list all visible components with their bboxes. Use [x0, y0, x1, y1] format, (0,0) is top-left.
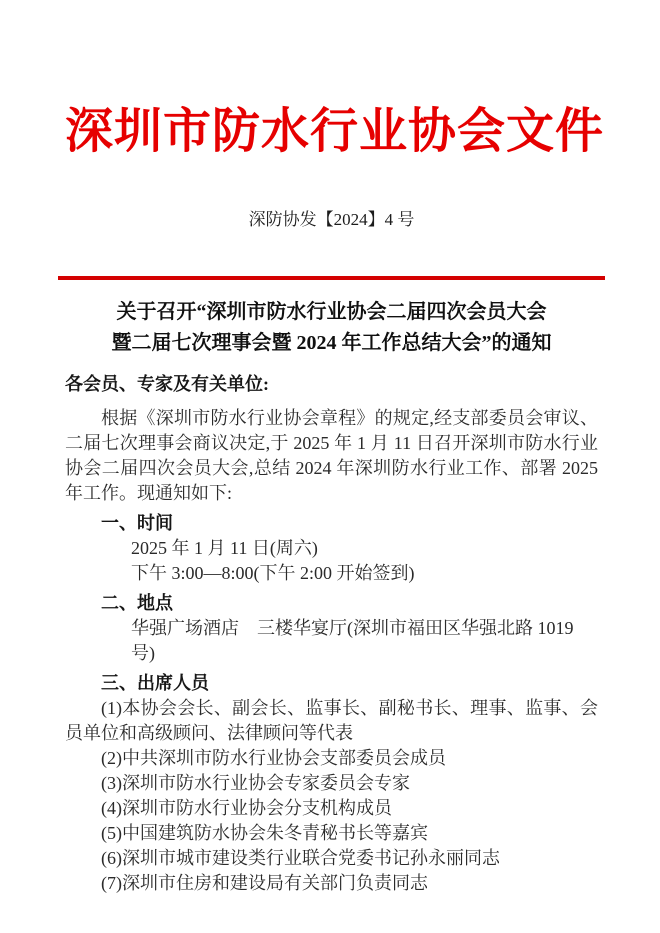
section-heading: 三、出席人员: [101, 673, 209, 693]
notice-title: [65, 297, 598, 359]
notice-title-line-1: 关于召开“深圳市防水行业协会二届四次会员大会: [116, 301, 547, 323]
section-detail-line: 2025 年 1 月 11 日(周六): [131, 538, 318, 558]
section-detail-line: 华强广场酒店 三楼华宴厅(深圳市福田区华强北路 1019 号): [131, 618, 574, 663]
attendee-item: (2)中共深圳市防水行业协会支部委员会成员: [101, 748, 446, 768]
attendee-item: (1)本协会会长、副会长、监事长、副秘书长、理事、监事、会员单位和高级顾问、法律顾问等代表: [65, 698, 598, 743]
section-heading: 一、时间: [101, 513, 173, 533]
attendee-item: (4)深圳市防水行业协会分支机构成员: [101, 798, 392, 818]
document-number: 深防协发【2024】4 号: [248, 210, 415, 229]
notice-title-line-2: 暨二届七次理事会暨 2024 年工作总结大会”的通知: [111, 332, 552, 354]
attendee-item: (7)深圳市住房和建设局有关部门负责同志: [101, 873, 428, 893]
agency-masthead-title: 深圳市防水行业协会文件: [65, 105, 605, 158]
attendee-item: (5)中国建筑防水协会朱冬青秘书长等嘉宾: [101, 823, 428, 843]
sections-container: [65, 511, 598, 896]
attendee-item: (3)深圳市防水行业协会专家委员会专家: [101, 773, 410, 793]
attendee-item: (6)深圳市城市建设类行业联合党委书记孙永丽同志: [101, 848, 500, 868]
intro-paragraph: 根据《深圳市防水行业协会章程》的规定,经支部委员会审议、二届七次理事会商议决定,于 2025 年 1 月 11 日召开深圳市防水行业协会二届四次会员大会,总结 2024 年深圳防水行业工作、部署 2025 年工作。现通知如下:: [65, 408, 598, 503]
red-divider-line: [58, 276, 605, 280]
salutation: 各会员、专家及有关单位:: [65, 374, 269, 394]
section-heading: 二、地点: [101, 593, 173, 613]
section-detail-line: 下午 3:00—8:00(下午 2:00 开始签到): [131, 563, 415, 583]
